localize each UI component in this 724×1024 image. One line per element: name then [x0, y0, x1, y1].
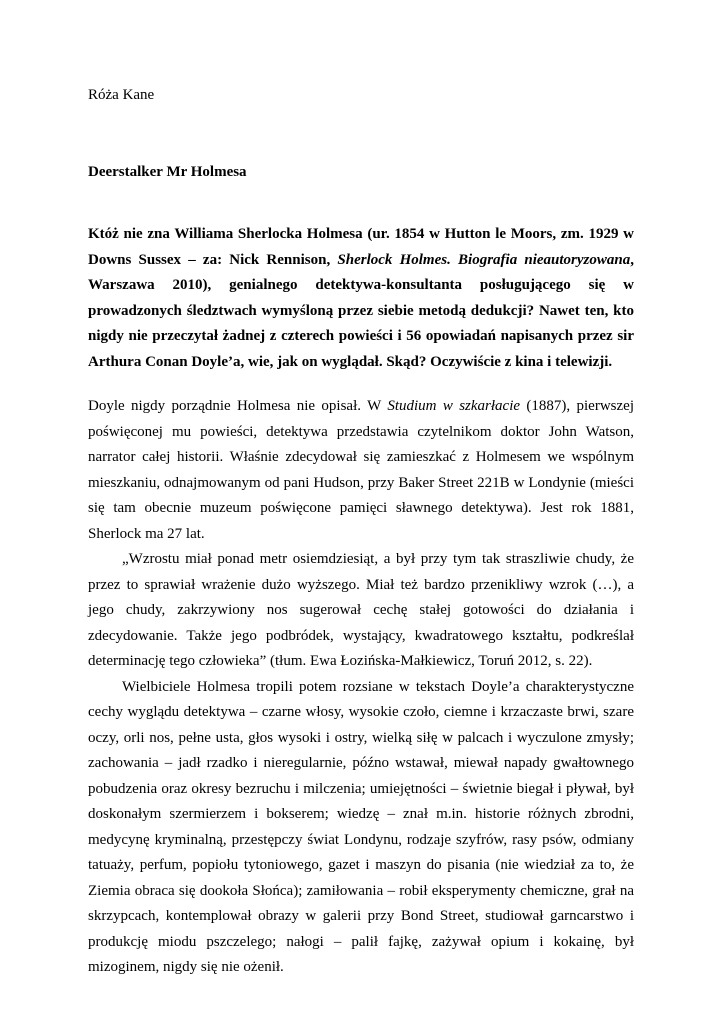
lead-paragraph	[88, 222, 634, 375]
document-page	[88, 84, 634, 975]
p1-text-2: (1887), pierwszej poświęconej mu powieści, detektywa przedstawia czytelnikom doktor John Watson, narrator całej historii. Właśnie zdecydował się zamieszkać z Holmesem we wspólnym mieszkaniu, odnajmowanym od pani Hudson, przy Baker Street 221B w Londynie (mieści się tam obecnie muzeum poświęcone pamięci sławnego detektywa). Jest rok 1881, Sherlock ma 27 lat.	[88, 398, 634, 542]
lead-text-1: Któż nie zna Williama Sherlocka Holmesa (ur. 1854 w Hutton le Moors, zm. 1929 w Downs Sussex – za: Nick Rennison,	[88, 226, 634, 268]
body-paragraph-3: Wielbiciele Holmesa tropili potem rozsiane w tekstach Doyle’a charakterystyczne cechy wyglądu detektywa – czarne włosy, wysokie czoło, ciemne i krzaczaste brwi, szare oczy, orli nos, pełne usta, głos wysoki i ostry, wielką siłę w palcach i wyczulone zmysły; zachowania – jadł rzadko i nieregularnie, późno wstawał, miewał napady gwałtownego pobudzenia oraz okresy bezruchu i milczenia; umiejętności – świetnie biegał i pływał, był doskonałym szermierzem i bokserem; wiedzę – znał m.in. historie różnych zbrodni, medycynę kryminalną, przestępczy świat Londynu, rodzaje szyfrów, rasy psów, odmiany tatuaży, perfum, popiołu tytoniowego, gazet i maszyn do pisania (nie wiedział za to, że Ziemia obraca się dookoła Słońca); zamiłowania – robił eksperymenty chemiczne, grał na skrzypcach, kontemplował obrazy w galerii przy Bond Street, studiował garncarstwo i produkcję miodu pszczelego; nałogi – palił fajkę, zażywał opium i kokainę, był mizoginem, nigdy się nie ożenił.	[88, 678, 634, 975]
p1-text-1: Doyle nigdy porządnie Holmesa nie opisał. W	[88, 398, 388, 414]
body-paragraph-2-quote: „Wzrostu miał ponad metr osiemdziesiąt, a był przy tym tak straszliwie chudy, że przez to sprawiał wrażenie dużo wyższego. Miał też bardzo przenikliwy wzrok (…), a jego chudy, zakrzywiony nos sugerował cechę stałej gotowości do działania i zdecydowanie. Także jego podbródek, wystający, kwadratowego kształtu, podkreślał determinację tego człowieka” (tłum. Ewa Łozińska-Małkiewicz, Toruń 2012, s. 22).	[88, 551, 634, 669]
article-body	[88, 394, 634, 981]
lead-book-title: Sherlock Holmes. Biografia nieautoryzowana	[337, 251, 631, 268]
p1-book-title: Studium w szkarłacie	[387, 398, 521, 414]
body-paragraph-1	[88, 394, 634, 547]
article-title: Deerstalker Mr Holmesa	[88, 164, 247, 180]
lead-text-2: , Warszawa 2010), genialnego detektywa-konsultanta posługującego się w prowadzonych śledztwach wymyśloną przez siebie metodą dedukcji? Nawet ten, kto nigdy nie przeczytał żadnej z czterech powieści i 56 opowiadań napisanych przez sir Arthura Conan Doyle’a, wie, jak on wyglądał. Skąd? Oczywiście z kina i telewizji.	[88, 251, 634, 370]
author-name: Róża Kane	[88, 87, 155, 103]
